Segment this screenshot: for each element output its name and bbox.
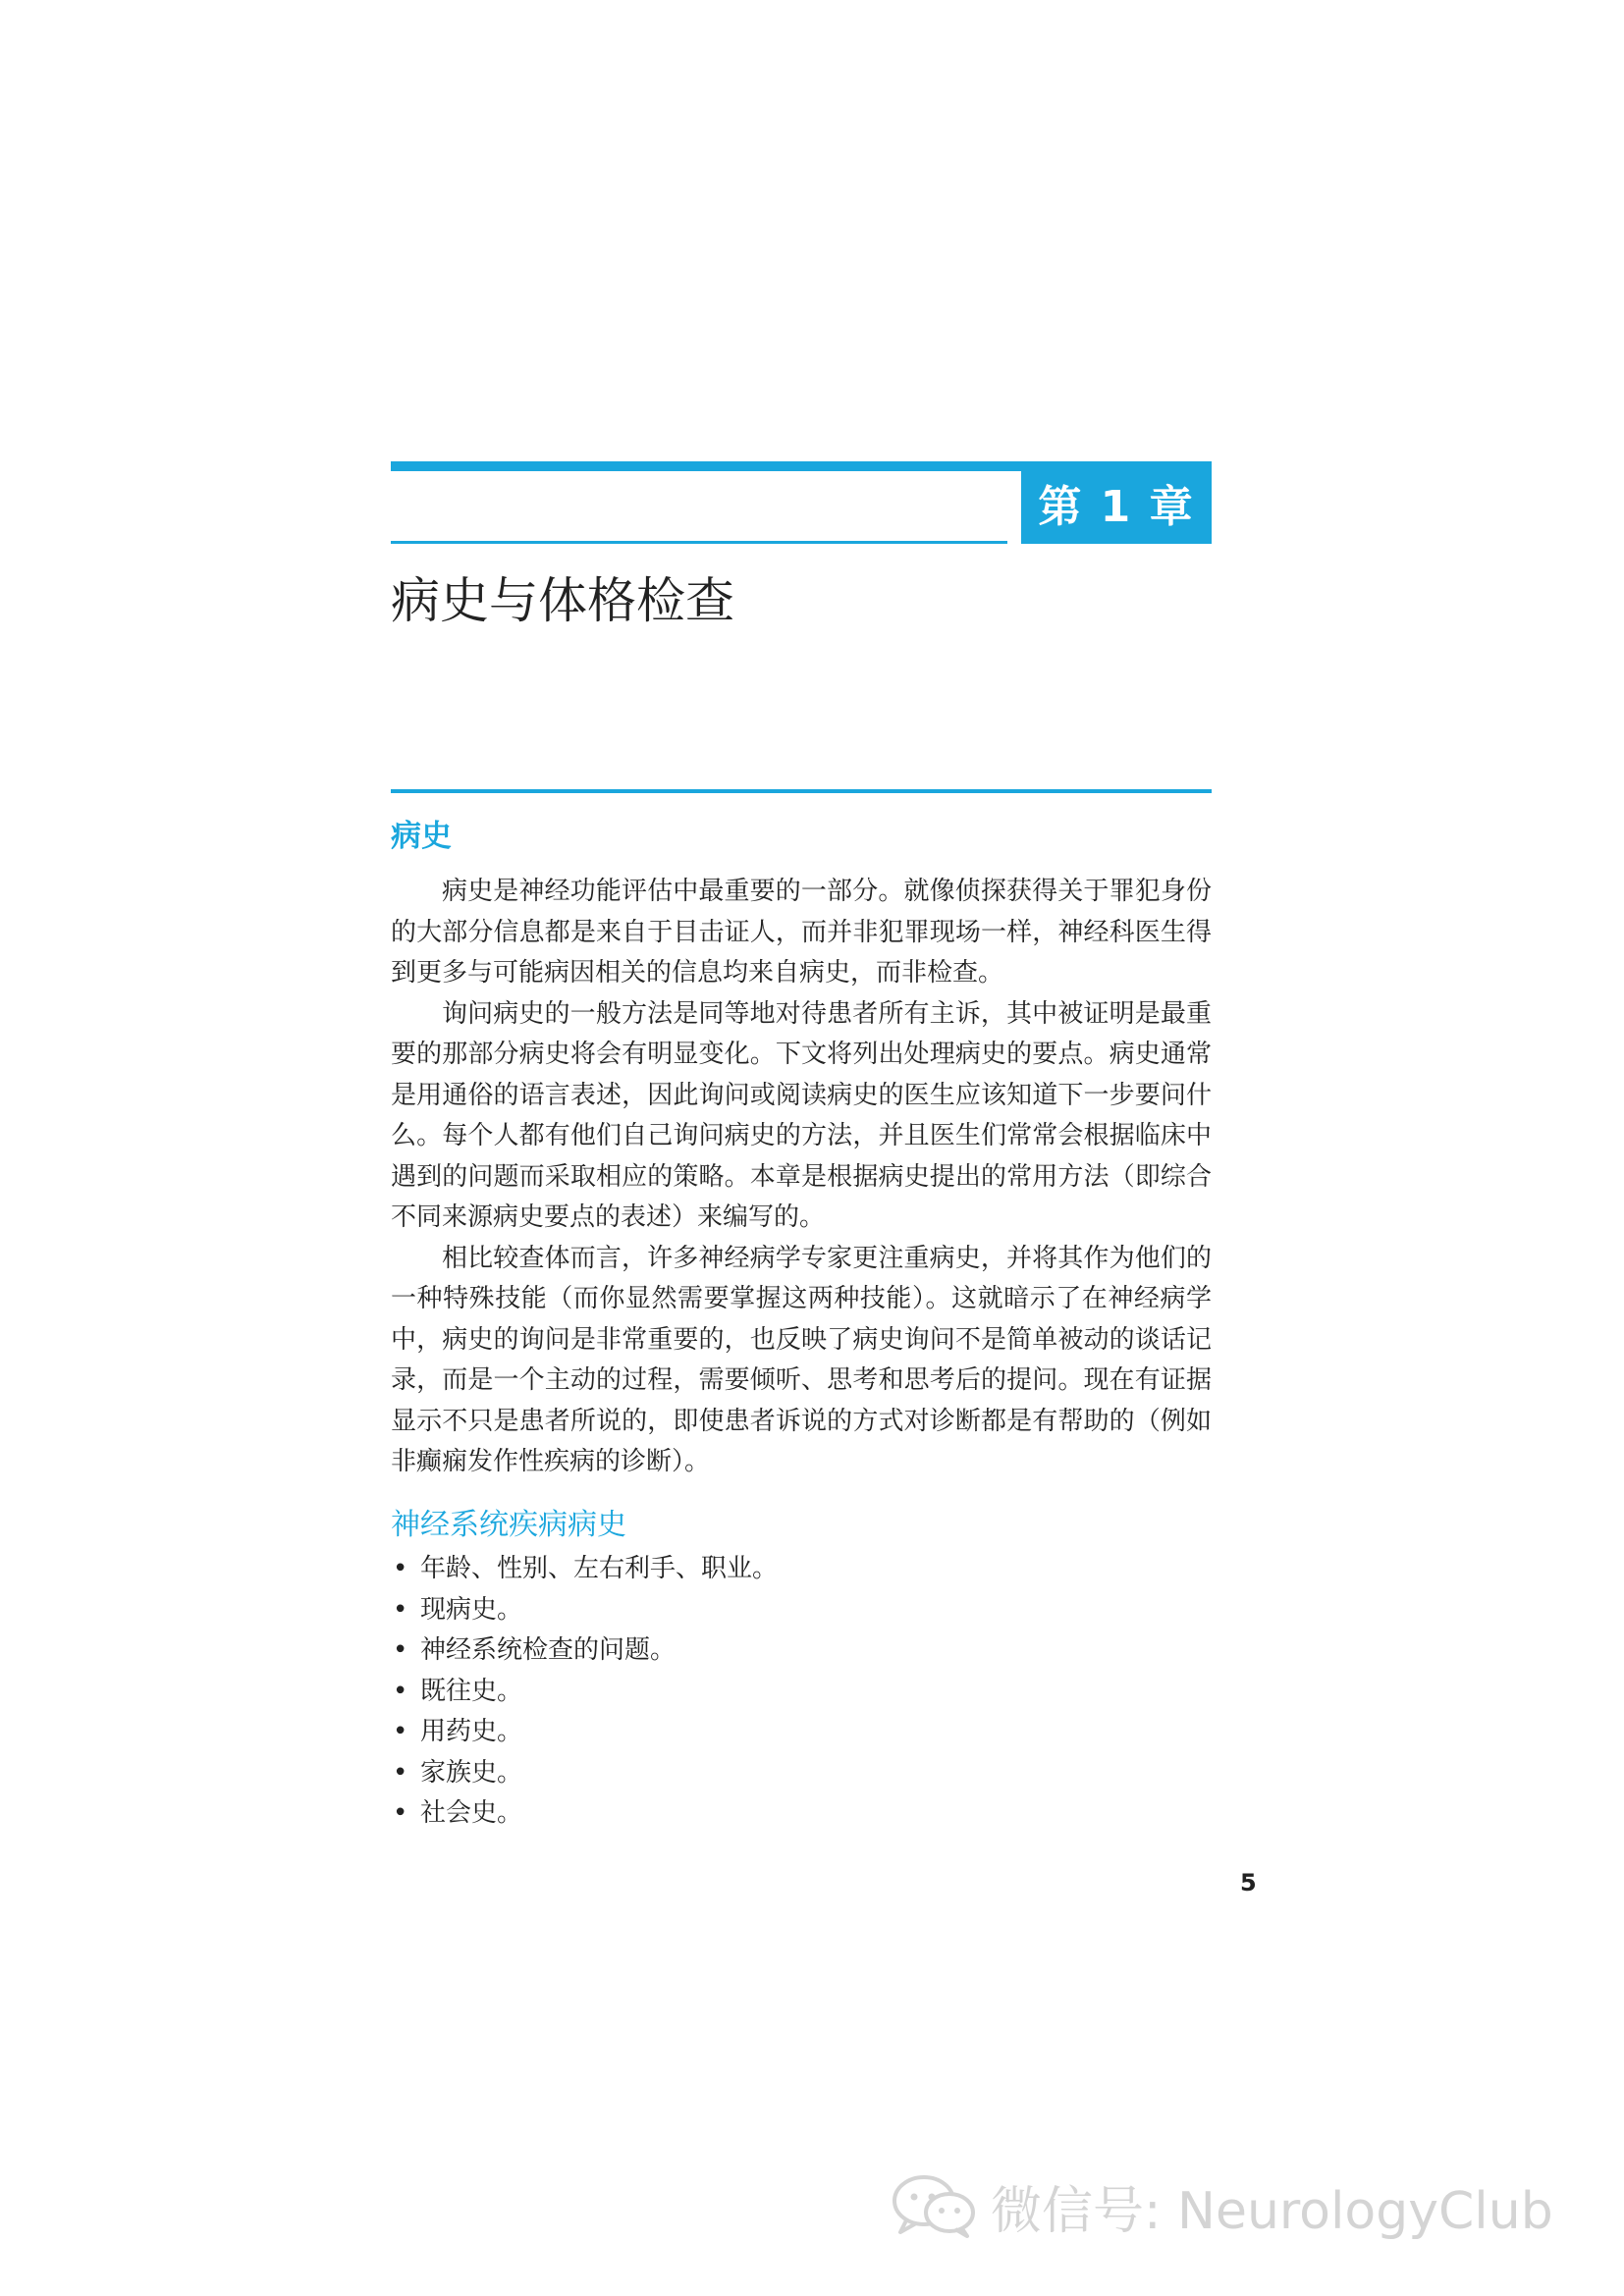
list-item [391, 1590, 778, 1631]
list-item-text: 年龄、性别、左右利手、职业。 [420, 1554, 779, 1583]
bullet-dot: • [393, 1676, 408, 1706]
bullet-dot: • [393, 1554, 408, 1583]
list-item-text: 社会史。 [420, 1798, 523, 1828]
bullet-dot: • [393, 1757, 408, 1788]
bullet-dot: • [393, 1635, 408, 1665]
paragraph-2: 询问病史的一般方法是同等地对待患者所有主诉，其中被证明是最重要的那部分病史将会有明显变化。下文将列出处理病史的要点。病史通常是用通俗的语言表述，因此询问或阅读病史的医生应该知道下一步要问什么。每个人都有他们自己询问病史的方法，并且医生们常常会根据临床中遇到的问题而采取相应的策略。本章是根据病史提出的常用方法（即综合不同来源病史要点的表述）来编写的。 [391, 998, 1212, 1232]
list-item [391, 1753, 778, 1794]
list-item-text: 现病史。 [420, 1594, 523, 1625]
section-heading: 病史 [391, 819, 452, 854]
list-item [391, 1712, 778, 1753]
list-item [391, 1549, 778, 1590]
paragraph-3: 相比较查体而言，许多神经病学专家更注重病史，并将其作为他们的一种特殊技能（而你显然需要掌握这两种技能）。这就暗示了在神经病学中，病史的询问是非常重要的，也反映了病史询问不是简单被动的谈话记录，而是一个主动的过程，需要倾听、思考和思考后的提问。现在有证据显示不只是患者所说的，即使患者诉说的方式对诊断都是有帮助的（例如非癫痫发作性疾病的诊断）。 [391, 1243, 1212, 1476]
watermark-text: 微信号: NeurologyClub [991, 2181, 1553, 2241]
list-item [391, 1793, 778, 1835]
chapter-title: 病史与体格检查 [391, 572, 734, 629]
list-item-text: 神经系统检查的问题。 [420, 1635, 677, 1665]
section-rule [391, 789, 1212, 793]
list-item-text: 家族史。 [420, 1757, 523, 1788]
list-item-text: 既往史。 [420, 1676, 523, 1706]
paragraph-1: 病史是神经功能评估中最重要的一部分。就像侦探获得关于罪犯身份的大部分信息都是来自于目击证人，而并非犯罪现场一样，神经科医生得到更多与可能病因相关的信息均来自病史，而非检查。 [391, 877, 1212, 988]
chapter-label: 第 1 章 [1038, 482, 1195, 532]
chapter-label-box [1021, 461, 1212, 544]
wechat-icon [889, 2173, 979, 2238]
subheading: 神经系统疾病病史 [391, 1508, 626, 1542]
body-text [391, 872, 1212, 1483]
list-item [391, 1672, 778, 1713]
bullet-dot: • [393, 1594, 408, 1625]
bullet-dot: • [393, 1798, 408, 1828]
list-item [391, 1630, 778, 1672]
page-number: 5 [1240, 1869, 1257, 1896]
bullet-dot: • [393, 1717, 408, 1746]
watermark [889, 2171, 1553, 2240]
list-item-text: 用药史。 [420, 1717, 523, 1746]
bullet-list [391, 1549, 778, 1835]
chapter-underline [391, 541, 1007, 544]
